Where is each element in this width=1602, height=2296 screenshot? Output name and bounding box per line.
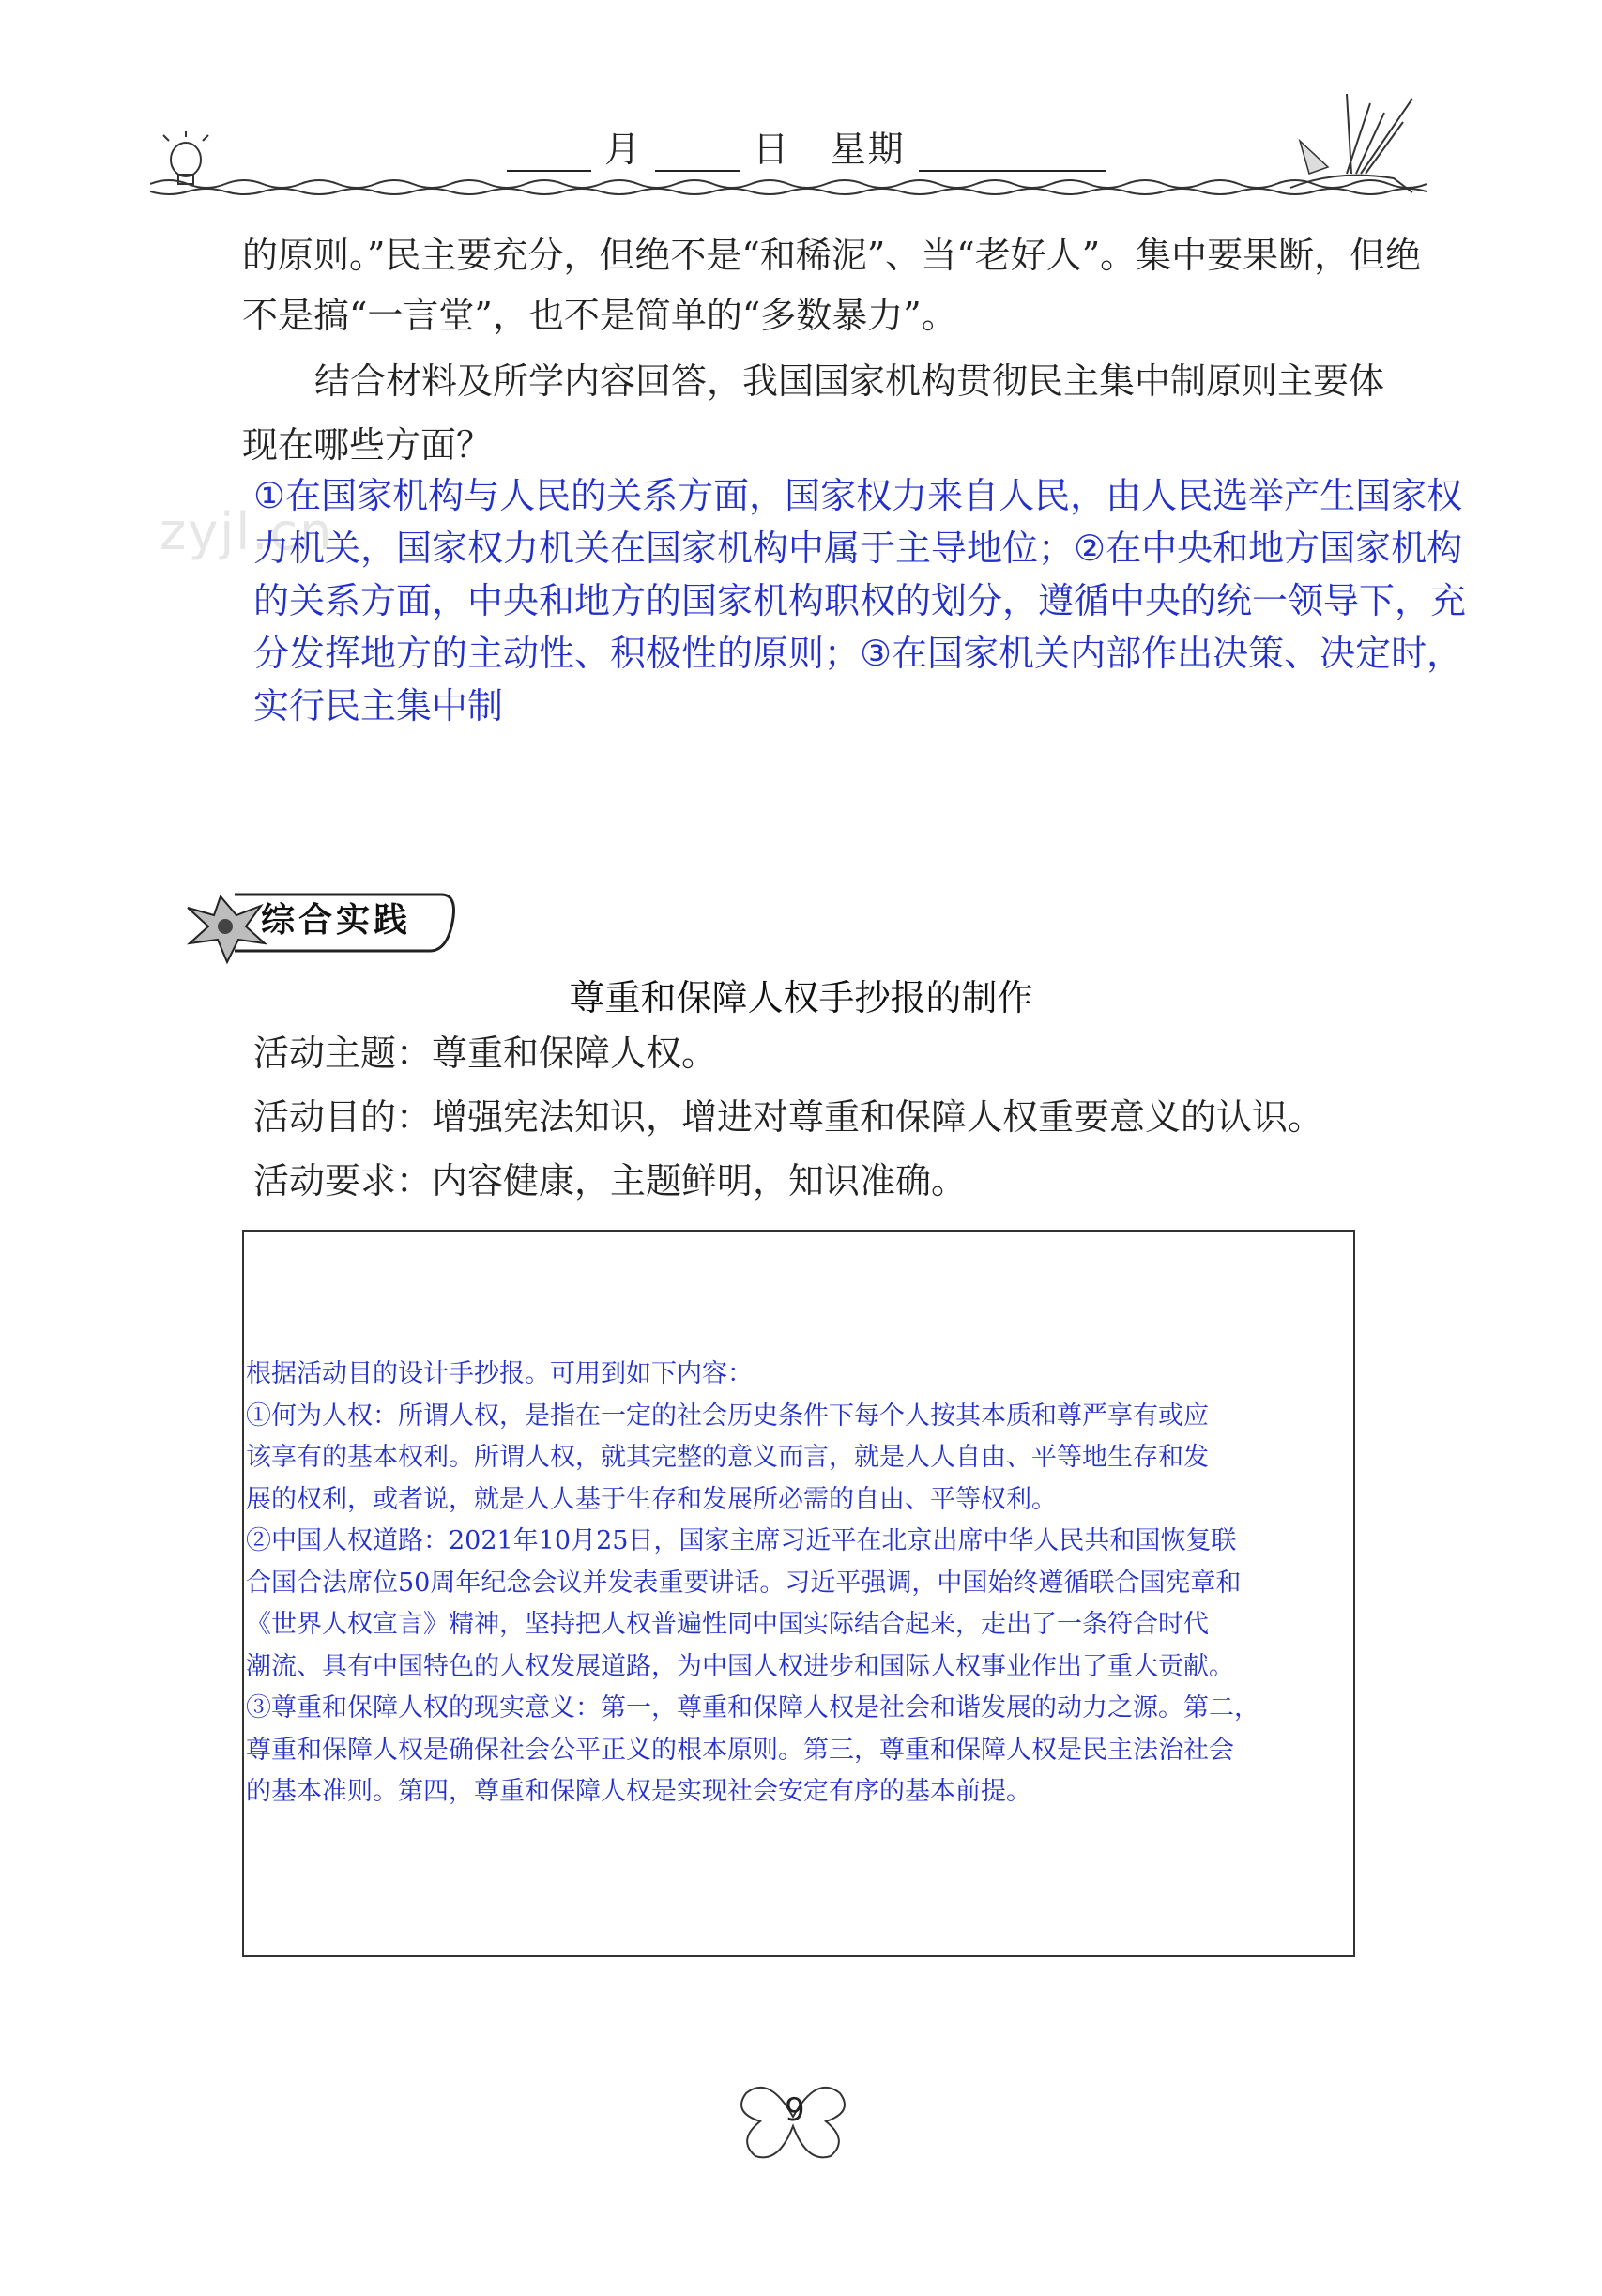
bird-of-paradise-flower-icon	[1281, 84, 1422, 202]
day-label: 日	[753, 129, 791, 170]
activity-requirement: 活动要求：内容健康，主题鲜明，知识准确。	[253, 1160, 968, 1202]
answer-line-5: 实行民主集中制	[253, 685, 504, 727]
watermark: zyjl.cn	[160, 502, 334, 561]
box-line: ②中国人权道路：2021年10月25日，国家主席习近平在北京出席中华人民共和国恢复联	[246, 1526, 1237, 1555]
answer-line-1: ①在国家机构与人民的关系方面，国家权力来自人民，由人民选举产生国家权	[253, 475, 1463, 516]
weekday-label: 星期	[830, 129, 906, 170]
box-line: 展的权利，或者说，就是人人基于生存和发展所必需的自由、平等权利。	[246, 1485, 1057, 1514]
answer-line-4: 分发挥地方的主动性、积极性的原则；③在国家机关内部作出决策、决定时，	[253, 633, 1463, 674]
activity-theme: 活动主题：尊重和保障人权。	[253, 1033, 718, 1074]
material-line-1: 的原则。”民主要充分，但绝不是“和稀泥”、当“老好人”。集中要果断，但绝	[242, 235, 1422, 276]
box-line: 尊重和保障人权是确保社会公平正义的根本原则。第三，尊重和保障人权是民主法治社会	[246, 1736, 1234, 1765]
material-line-2: 不是搞“一言堂”，也不是简单的“多数暴力”。	[242, 295, 957, 336]
box-line: 合国合法席位50周年纪念会议并发表重要讲话。习近平强调，中国始终遵循联合国宪章和	[246, 1569, 1242, 1598]
section-badge-label: 综合实践	[261, 901, 412, 940]
box-line: 《世界人权宣言》精神，坚持把人权普遍性同中国实际结合起来，走出了一条符合时代	[246, 1610, 1209, 1639]
page-number: 9	[785, 2091, 805, 2129]
activity-purpose: 活动目的：增强宪法知识，增进对尊重和保障人权重要意义的认识。	[253, 1096, 1324, 1138]
answer-line-2: 力机关，国家权力机关在国家机构中属于主导地位；②在中央和地方国家机构	[253, 528, 1463, 569]
question-line-1: 结合材料及所学内容回答，我国国家机构贯彻民主集中制原则主要体	[314, 360, 1385, 402]
activity-title: 尊重和保障人权手抄报的制作	[569, 977, 1033, 1018]
answer-line-3: 的关系方面，中央和地方的国家机构职权的划分，遵循中央的统一领导下，充	[253, 580, 1467, 621]
box-line: 根据活动目的设计手抄报。可用到如下内容：	[246, 1359, 753, 1388]
month-label: 月	[604, 129, 643, 170]
date-line	[507, 120, 1106, 172]
box-line: 潮流、具有中国特色的人权发展道路，为中国人权进步和国际人权事业作出了重大贡献。	[246, 1652, 1234, 1681]
box-line: ①何为人权：所谓人权，是指在一定的社会历史条件下每个人按其本质和尊严享有或应	[246, 1401, 1209, 1431]
box-line: ③尊重和保障人权的现实意义：第一，尊重和保障人权是社会和谐发展的动力之源。第二，	[246, 1693, 1259, 1722]
question-line-2: 现在哪些方面？	[242, 424, 493, 466]
box-line: 的基本准则。第四，尊重和保障人权是实现社会安定有序的基本前提。	[246, 1777, 1031, 1806]
header-divider	[150, 167, 1427, 205]
box-line: 该享有的基本权利。所谓人权，就其完整的意义而言，就是人人自由、平等地生存和发	[246, 1443, 1209, 1472]
